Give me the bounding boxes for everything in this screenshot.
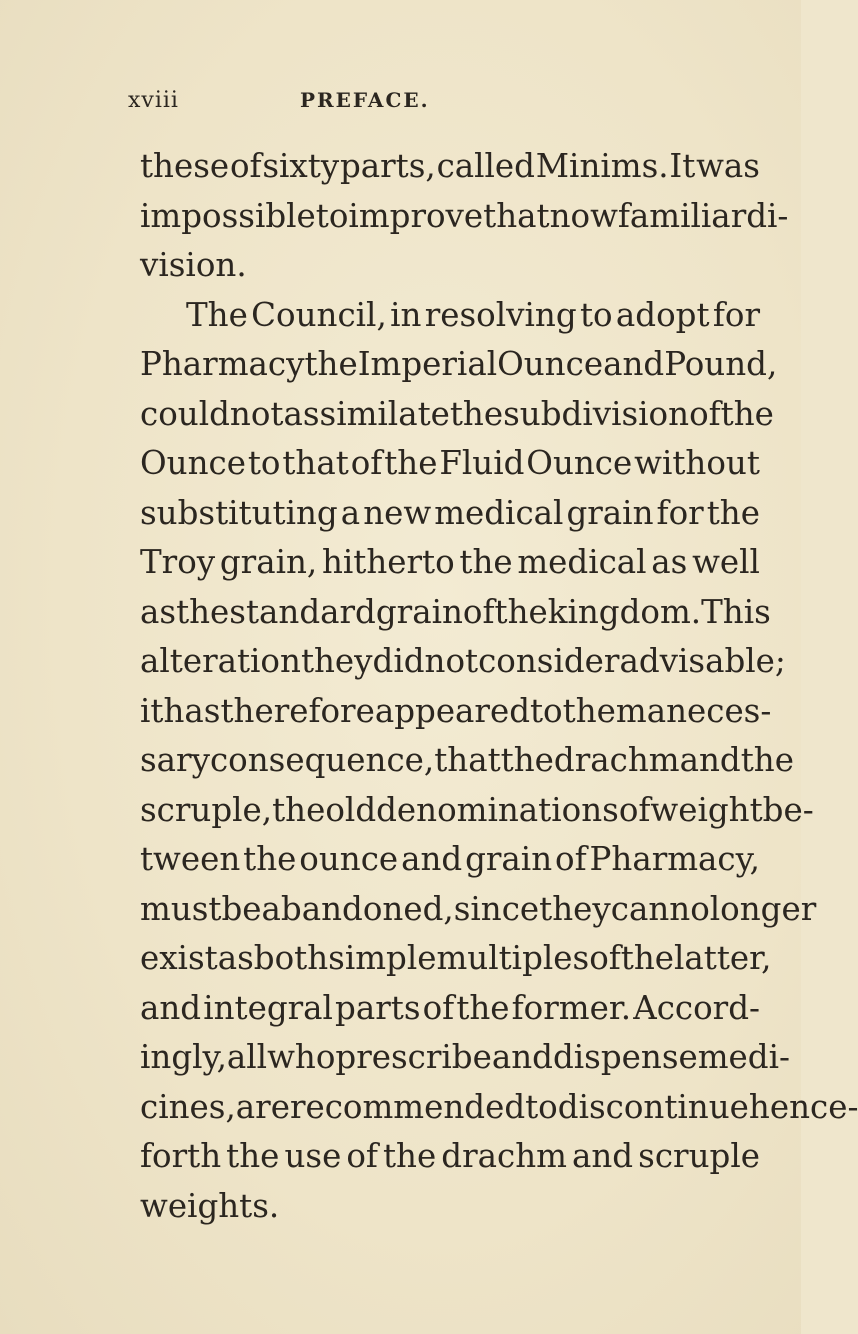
text-line: it has therefore appeared to them a neces- bbox=[140, 691, 772, 730]
text-line: ingly, all who prescribe and dispense medi- bbox=[140, 1038, 790, 1076]
running-head bbox=[0, 88, 801, 118]
text-line: Troy grain, hitherto the medical as well bbox=[140, 543, 760, 581]
text-line: these of sixty parts, called Minims. It was bbox=[140, 147, 760, 185]
text-line: must be abandoned, since they can no longer bbox=[140, 889, 817, 928]
text-line: The Council, in resolving to adopt for bbox=[186, 295, 760, 334]
text-line: could not assimilate the subdivision of the bbox=[140, 394, 774, 433]
text-line: exist as both simple multiples of the latter, bbox=[140, 939, 772, 977]
text-line: impossible to improve that now familiar di- bbox=[140, 196, 789, 235]
body-text bbox=[140, 142, 858, 1231]
text-line: sary consequence, that the drachm and the bbox=[140, 741, 794, 779]
text-line: forth the use of the drachm and scruple bbox=[140, 1137, 760, 1175]
text-line: alteration they did not consider advisable ; bbox=[140, 642, 786, 680]
text-line: Pharmacy the Imperial Ounce and Pound, bbox=[140, 345, 778, 383]
running-title: PREFACE. bbox=[300, 88, 430, 112]
text-line: cines, are recommended to discontinue hence- bbox=[140, 1087, 858, 1126]
paragraph-1 bbox=[140, 142, 789, 291]
text-line: and integral parts of the former. Accord- bbox=[140, 988, 760, 1027]
text-line: tween the ounce and grain of Pharmacy, bbox=[140, 840, 760, 878]
text-line: Ounce to that of the Fluid Ounce without bbox=[140, 444, 760, 482]
page-number: xviii bbox=[128, 88, 179, 113]
text-line: as the standard grain of the kingdom. This bbox=[140, 592, 771, 631]
text-line: vision. bbox=[140, 246, 247, 284]
text-line: weights. bbox=[140, 1186, 280, 1225]
text-line: scruple, the old denominations of weight be- bbox=[140, 790, 814, 829]
paragraph-2 bbox=[140, 291, 858, 1232]
text-line: substituting a new medical grain for the bbox=[140, 493, 760, 532]
